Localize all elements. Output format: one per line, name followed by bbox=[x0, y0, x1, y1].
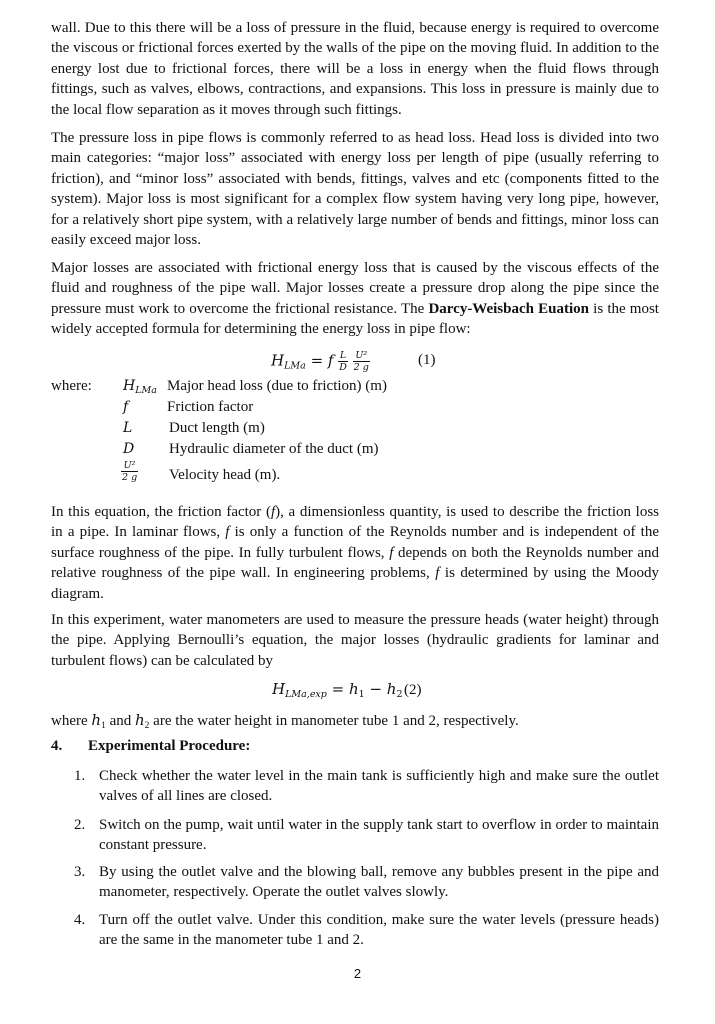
h2-sub: 2 bbox=[144, 721, 150, 731]
frac-den: D bbox=[339, 362, 347, 373]
eq1-lhs-sub: LMa bbox=[284, 360, 306, 372]
step-text: Turn off the outlet valve. Under this condition, make sure the water levels (pressure heads) are the same in the manometer tube 1 and 2. bbox=[99, 912, 659, 949]
eq2-lhs: H bbox=[272, 680, 286, 698]
equation-2-number: (2) bbox=[404, 682, 422, 698]
section-heading bbox=[51, 738, 250, 755]
procedure-step bbox=[74, 862, 659, 903]
section-title: Experimental Procedure: bbox=[88, 738, 251, 754]
eq2-lhs-sub: LMa,exp bbox=[285, 689, 327, 700]
text-span: Major losses are associated with frictional energy loss that is caused by the viscous effects of the fluid and roughness of the pipe wall. Major losses create a pressure drop along the pipe since the pressure must work to overcome the frictional resistance. The bbox=[51, 260, 659, 317]
procedure-step bbox=[74, 766, 659, 807]
symbol-sub: LMa bbox=[135, 385, 157, 396]
var-symbol-hlma bbox=[123, 378, 157, 396]
italic-f: f bbox=[225, 524, 230, 541]
italic-f: f bbox=[435, 565, 440, 582]
var-desc-l: Duct length (m) bbox=[169, 420, 265, 436]
italic-f: f bbox=[270, 504, 276, 520]
step-text: By using the outlet valve and the blowing ball, remove any bubbles present in the pipe and manometer, respectively. Operate the outlet valves slowly. bbox=[99, 864, 659, 901]
symbol: H bbox=[123, 378, 136, 394]
h-symbol: h bbox=[135, 711, 145, 729]
darcy-weisbach-term: Darcy-Weisbach Euation bbox=[428, 300, 589, 317]
var-symbol-l: L bbox=[123, 420, 133, 436]
step-number: 4. bbox=[74, 912, 86, 928]
text-span: are the water height in manometer tube 1 and 2, respectively. bbox=[149, 713, 519, 729]
procedure-step bbox=[74, 815, 659, 856]
step-number: 3. bbox=[74, 864, 86, 880]
section-number: 4. bbox=[51, 738, 63, 754]
procedure-step bbox=[74, 910, 659, 951]
frac-num: U² bbox=[123, 460, 136, 471]
paragraph-friction-factor bbox=[51, 502, 659, 604]
var-desc-velocity-head: Velocity head (m). bbox=[169, 467, 281, 483]
var-desc-hlma: Major head loss (due to friction) (m) bbox=[167, 378, 387, 394]
velocity-head-fraction bbox=[121, 460, 138, 483]
eq2-h2: − h bbox=[364, 680, 397, 698]
where-label: where: bbox=[51, 378, 92, 394]
eq1-fraction-u2-2g bbox=[353, 350, 370, 373]
h-symbol: h bbox=[91, 711, 102, 729]
step-text: Check whether the water level in the main tank is sufficiently high and make sure the outlet valves of all lines are closed. bbox=[99, 768, 659, 805]
eq1-f: f bbox=[327, 351, 334, 370]
h1-sub: 1 bbox=[101, 721, 106, 731]
text-span: where bbox=[51, 713, 92, 729]
equation-1 bbox=[271, 350, 370, 373]
step-number: 2. bbox=[74, 817, 86, 833]
eq2-h1: = h bbox=[326, 680, 359, 698]
paragraph-head-loss: The pressure loss in pipe flows is commonly referred to as head loss. Head loss is divided into two main categories: “major loss” associated with energy loss per length of pipe (usually referring to friction), and “minor loss” associated with bends, fittings, valves and etc (components fitted to the system). Major loss is most significant for a complex flow system having very long pipe, however, for a relatively short pipe system, with a relatively large number of bends and fittings, minor loss can easily exceed major loss. bbox=[51, 130, 659, 249]
italic-f: f bbox=[389, 544, 394, 561]
eq1-equals: = bbox=[305, 351, 328, 370]
paragraph-major-losses bbox=[51, 258, 659, 340]
step-number: 1. bbox=[74, 768, 86, 784]
paragraph-where-h1-h2 bbox=[51, 710, 659, 736]
var-symbol-velocity-head bbox=[121, 460, 138, 483]
frac-num: U² bbox=[355, 350, 368, 361]
eq1-fraction-l-d bbox=[338, 350, 348, 373]
frac-den: 2 g bbox=[353, 362, 369, 373]
text-span: and bbox=[105, 713, 135, 729]
frac-den: 2 g bbox=[122, 472, 138, 483]
text-span: depends on both the Reynolds number and relative roughness of the pipe wall. In engineering problems, bbox=[51, 544, 659, 582]
equation-1-number: (1) bbox=[418, 352, 436, 368]
text-span: In this equation, the friction factor ( bbox=[51, 504, 271, 520]
paragraph-manometers: In this experiment, water manometers are used to measure the pressure heads (water height) through the pipe. Applying Bernoulli’s equation, the major losses (hydraulic gradients for laminar and turbulent flows) can be calculated by bbox=[51, 612, 659, 669]
var-symbol-d: D bbox=[123, 441, 135, 457]
step-text: Switch on the pump, wait until water in the supply tank start to overflow in order to maintain constant pressure. bbox=[99, 817, 659, 854]
text-span: ), a dimensionless quantity, is used to describe the friction loss in a pipe. In laminar flows, bbox=[51, 504, 660, 541]
text-span: is only a function of the Reynolds number and is independent of the surface roughness of the pipe. In fully turbulent flows, bbox=[51, 524, 659, 561]
eq2-h2-sub: 2 bbox=[396, 689, 403, 700]
text-span: is the most widely accepted formula for determining the energy loss in pipe flow: bbox=[51, 300, 659, 338]
var-symbol-f: f bbox=[123, 399, 129, 415]
eq1-lhs: H bbox=[271, 351, 285, 370]
eq2-h1-sub: 1 bbox=[358, 689, 365, 700]
equation-2 bbox=[272, 680, 403, 700]
text-span: is determined by using the Moody diagram. bbox=[51, 565, 659, 602]
page-number: 2 bbox=[353, 966, 362, 981]
var-desc-d: Hydraulic diameter of the duct (m) bbox=[169, 441, 379, 457]
var-desc-f: Friction factor bbox=[167, 399, 254, 415]
paragraph-pressure-loss: wall. Due to this there will be a loss of pressure in the fluid, because energy is required to overcome the viscous or frictional forces exerted by the walls of the pipe on the moving fluid. In addition to the energy lost due to frictional forces, there will be a loss in energy when the fluid flows through fittings, such as valves, elbows, contractions, and expansions. This loss in pressure is mainly due to the local flow separation as it moves through such fittings. bbox=[51, 20, 659, 118]
frac-num: L bbox=[339, 350, 347, 361]
